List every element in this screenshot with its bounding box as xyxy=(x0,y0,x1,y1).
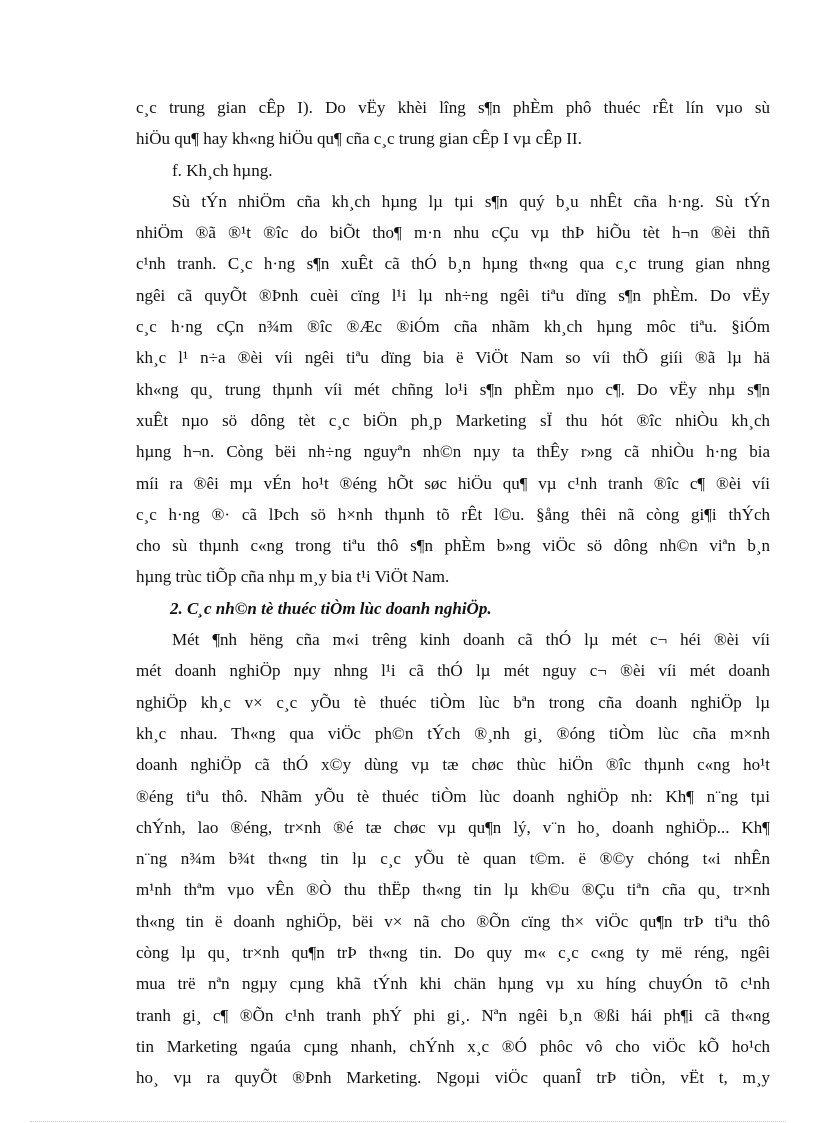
text-line: hiÖu qu¶ hay kh«ng hiÖu qu¶ cña c¸c trung gian cÊp I vµ cÊp II. xyxy=(136,129,582,149)
document-body xyxy=(136,92,770,1094)
text-line: Mét ¶nh hëng cña m«i trêng kinh doanh cã thÓ lµ mét c¬ héi ®èi víi xyxy=(172,630,770,650)
text-line: kh«ng qu¸ trung thµnh víi mét chñng lo¹i s¶n phÈm nµo c¶. Do vËy nhµ s¶n xyxy=(136,379,770,399)
text-line: mua trë nªn ngµy cµng khã tÝnh khi chän hµng vµ xu híng chuyÓn tõ c¹nh xyxy=(136,974,770,994)
paragraph-2 xyxy=(136,155,770,186)
text-line: nhiÖm ®ã ®¹t ®îc do biÕt tho¶ m·n nhu cÇu vµ thÞ hiÕu tèt h¬n ®èi thñ xyxy=(136,223,770,243)
text-line: kh¸c nhau. Th«ng qua viÖc ph©n tÝch ®¸nh gi¸ ®óng tiÒm lùc cña m×nh xyxy=(136,723,770,743)
text-line: tin Marketing ngaúa cµng nhanh, chÝnh x¸c ®Ó phôc vô cho viÖc kÕ ho¹ch xyxy=(136,1036,770,1056)
paragraph-4 xyxy=(136,624,770,1093)
page-bottom-divider xyxy=(30,1121,786,1122)
text-line: ®éng tiªu thô. Nhãm yÕu tè thuéc tiÒm lùc doanh nghiÖp nh: Kh¶ n¨ng tµi xyxy=(136,786,770,806)
text-line: hµng trùc tiÕp cña nhµ m¸y bia t¹i ViÖt Nam. xyxy=(136,567,450,587)
text-line: míi ra ®êi mµ vÉn ho¹t ®éng hÕt søc hiÖu qu¶ vµ c¹nh tranh ®îc c¶ ®èi víi xyxy=(136,473,770,493)
text-line: c¸c trung gian cÊp I). Do vËy khèi lîng s¶n phÈm phô thuéc rÊt lín vµo sù xyxy=(136,98,770,117)
text-line: doanh nghiÖp cã thÓ x©y dùng vµ tæ chøc thùc hiÖn ®îc thµnh c«ng ho¹t xyxy=(136,755,770,775)
section-label: f. Kh¸ch hµng. xyxy=(172,160,273,180)
text-line: c¸c h·ng cÇn n¾m ®îc ®Æc ®iÓm cña nhãm kh¸ch hµng môc tiªu. §iÓm xyxy=(136,317,770,337)
section-heading: 2. C¸c nh©n tè thuéc tiÒm lùc doanh nghiÖp. xyxy=(170,598,492,618)
paragraph-1 xyxy=(136,92,770,155)
text-line: Sù tÝn nhiÖm cña kh¸ch hµng lµ tµi s¶n quý b¸u nhÊt cña h·ng. Sù tÝn xyxy=(172,191,770,211)
text-line: xuÊt nµo sö dông tèt c¸c biÖn ph¸p Marketing sÏ thu hót ®îc nhiÒu kh¸ch xyxy=(136,410,770,430)
text-line: c¸c h·ng ®· cã lÞch sö h×nh thµnh tõ rÊt l©u. §ång thêi nã còng gi¶i thÝch xyxy=(136,504,770,524)
text-line: n¨ng n¾m b¾t th«ng tin lµ c¸c yÕu tè quan t©m. ë ®©y chóng t«i nhÊn xyxy=(136,849,770,869)
text-line: còng lµ qu¸ tr×nh qu¶n trÞ th«ng tin. Do quy m« c¸c c«ng ty më réng, ngêi xyxy=(136,943,770,963)
text-line: nghiÖp kh¸c v× c¸c yÕu tè thuéc tiÒm lùc bªn trong cña doanh nghiÖp lµ xyxy=(136,692,770,712)
text-line: chÝnh, lao ®éng, tr×nh ®é tæ chøc vµ qu¶n lý, v¨n ho¸ doanh nghiÖp... Kh¶ xyxy=(136,817,770,837)
text-line: hµng h¬n. Còng bëi nh÷ng nguyªn nh©n nµy ta thÊy r»ng cã nhiÒu h·ng bia xyxy=(136,442,770,462)
text-line: m¹nh thªm vµo vÊn ®Ò thu thËp th«ng tin lµ kh©u ®Çu tiªn cña qu¸ tr×nh xyxy=(136,880,770,900)
text-line: th«ng tin ë doanh nghiÖp, bëi v× nã cho ®Õn cïng th× viÖc qu¶n trÞ tiªu thô xyxy=(136,911,770,931)
text-line: mét doanh nghiÖp nµy nhng l¹i cã thÓ lµ mét nguy c¬ ®èi víi mét doanh xyxy=(136,661,770,681)
text-line: tranh gi¸ c¶ ®Õn c¹nh tranh phÝ phi gi¸. Nªn ngêi b¸n ®ßi hái ph¶i cã th«ng xyxy=(136,1005,770,1025)
paragraph-3 xyxy=(136,186,770,593)
section-heading-block xyxy=(136,593,770,624)
text-line: ho¸ vµ ra quyÕt ®Þnh Marketing. Ngoµi viÖc quanÎ trÞ tiÒn, vËt t, m¸y xyxy=(136,1068,770,1088)
text-line: cho sù thµnh c«ng trong tiªu thô s¶n phÈm b»ng viÖc sö dông nh©n viªn b¸n xyxy=(136,536,770,556)
text-line: kh¸c l¹ n÷a ®èi víi ngêi tiªu dïng bia ë ViÖt Nam so víi thÕ giíi ®ã lµ hä xyxy=(136,348,770,368)
text-line: c¹nh tranh. C¸c h·ng s¶n xuÊt cã thÓ b¸n hµng th«ng qua c¸c trung gian nhng xyxy=(136,254,770,274)
text-line: ngêi cã quyÕt ®Þnh cuèi cïng l¹i lµ nh÷ng ngêi tiªu dïng s¶n phÈm. Do vËy xyxy=(136,285,770,305)
